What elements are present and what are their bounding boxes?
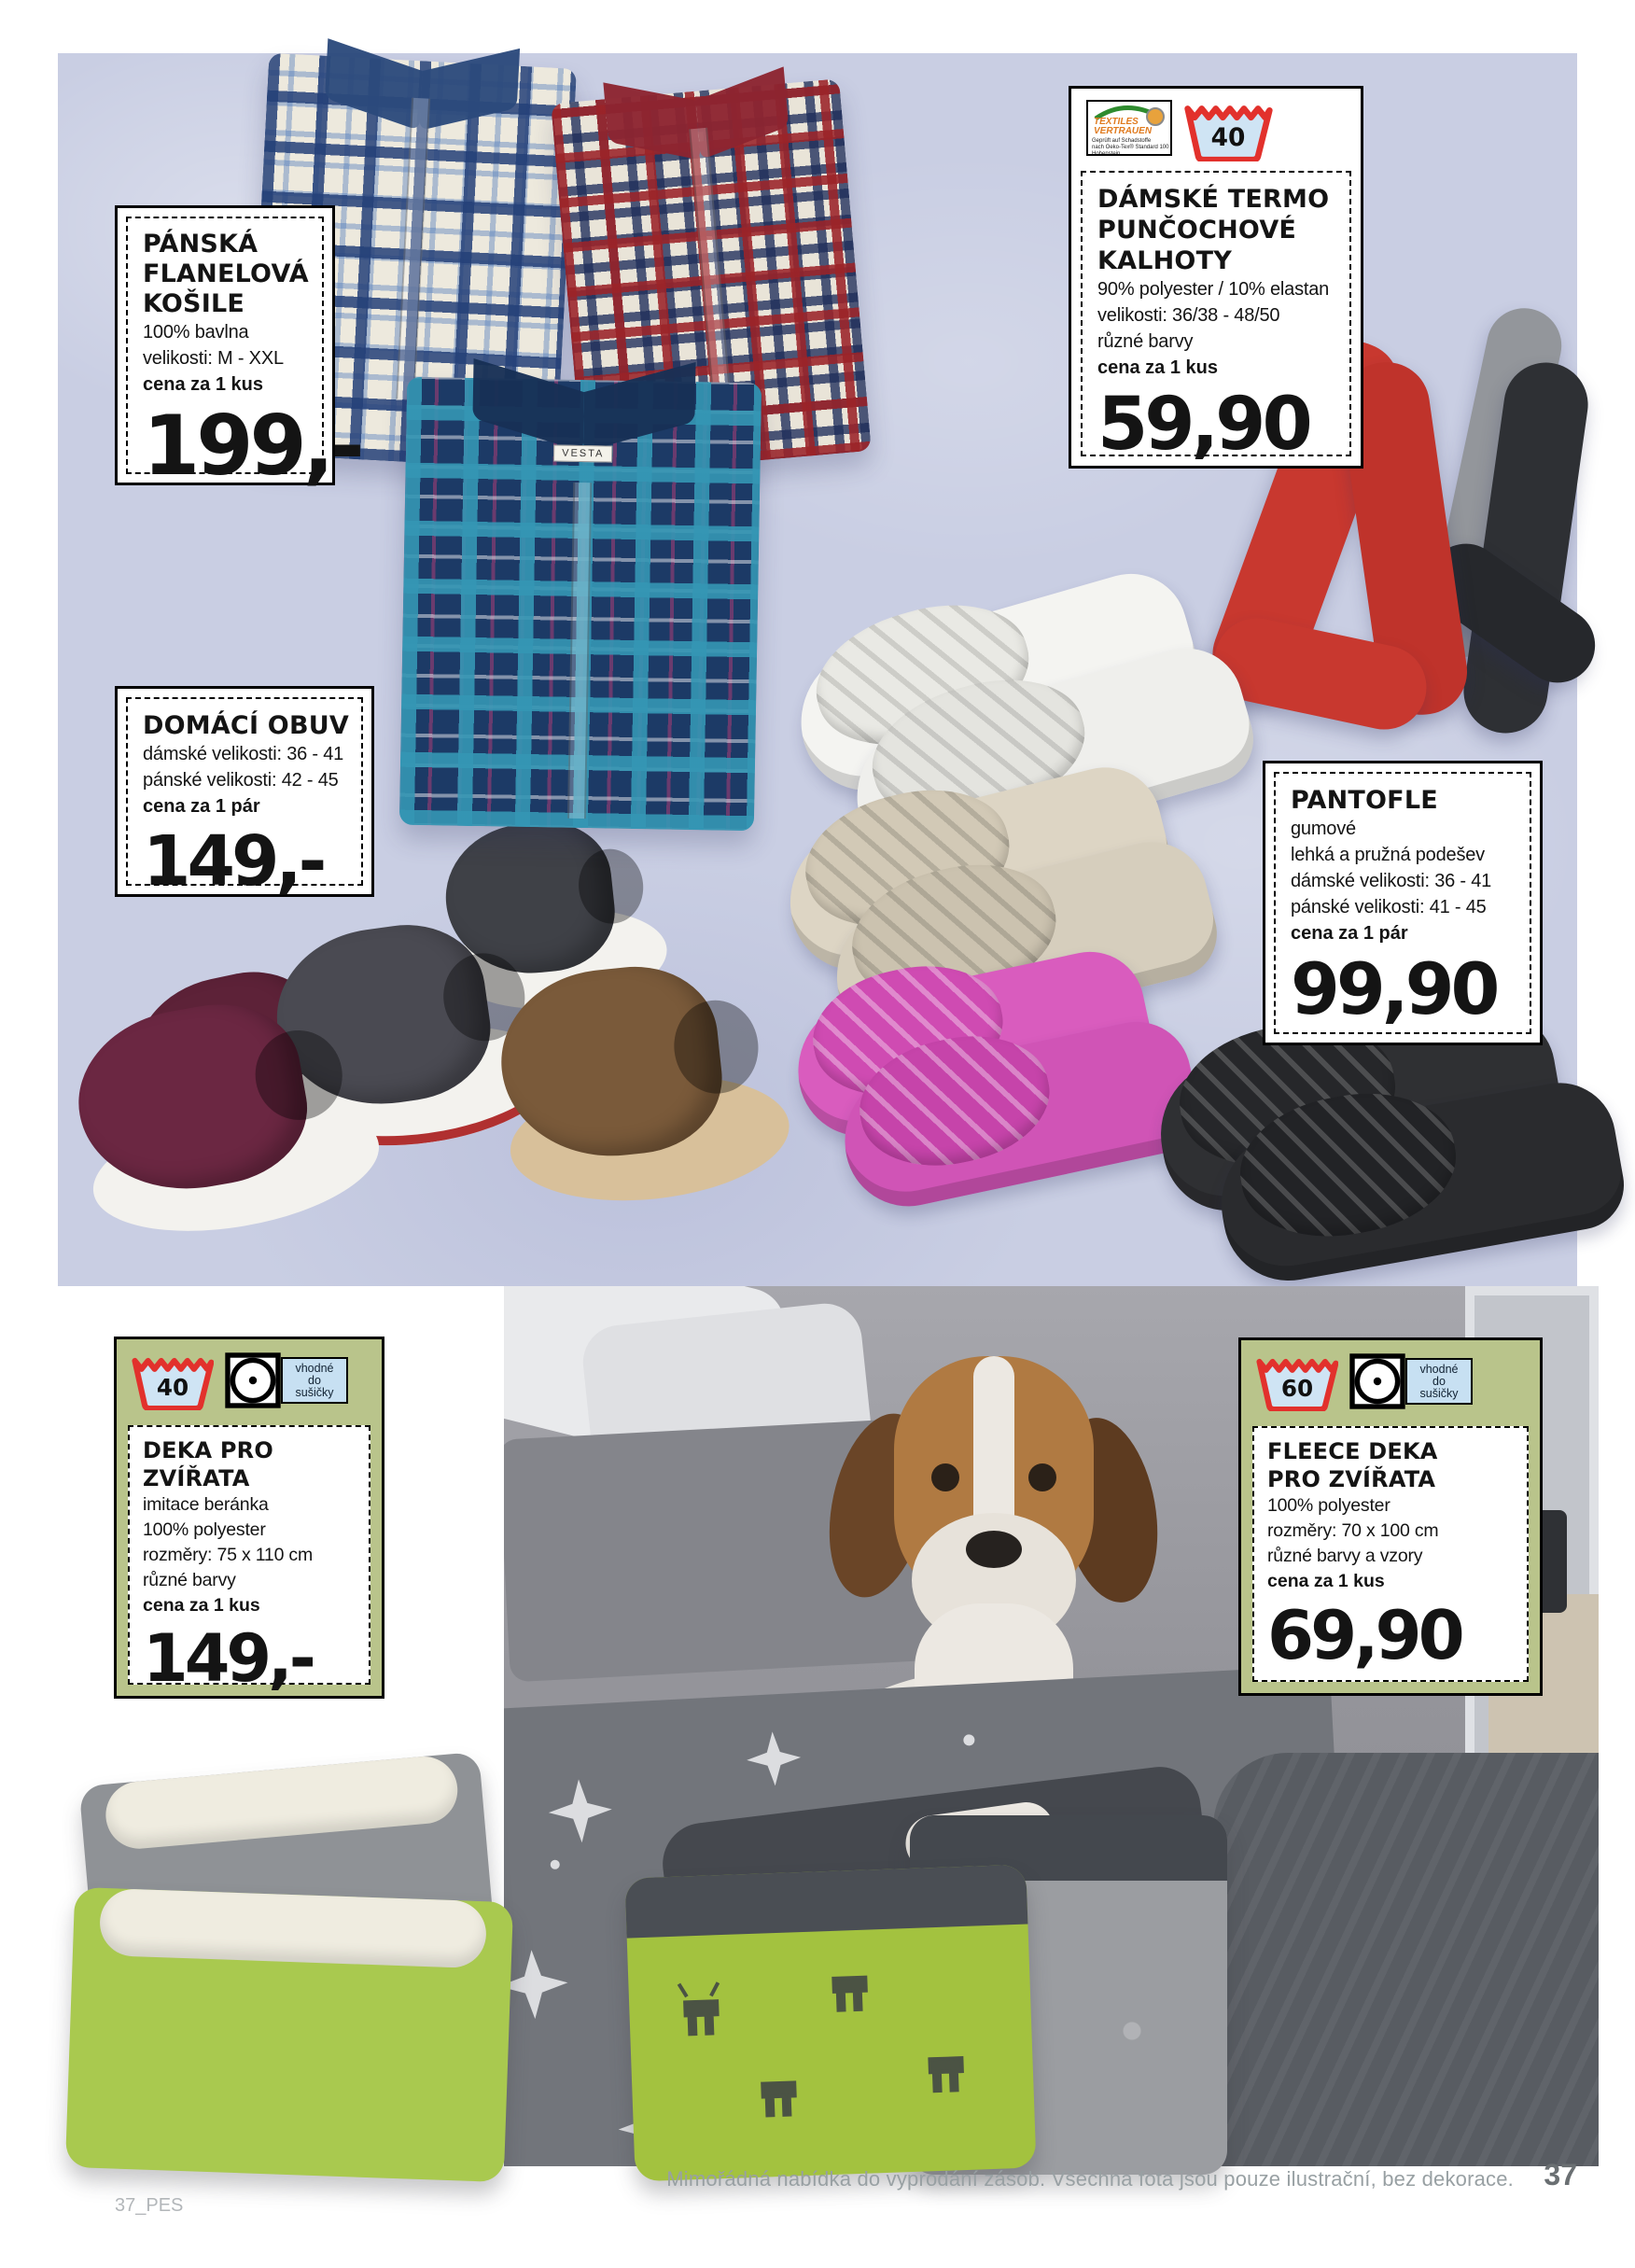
price-box-inner [1274,772,1531,1034]
product-detail: imitace beránka [143,1494,269,1515]
product-title-line: DOMÁCÍ OBUV [143,711,349,740]
shirt-collar [477,374,691,438]
price-unit-label: cena za 1 kus [1097,357,1218,378]
slipper-brown-photo [493,952,795,1213]
price-box-panska-flanelova-kosile [115,205,361,494]
page-code: 37_PES [115,2195,184,2216]
tumble-dry-icon [225,1352,348,1408]
price-box-fleece-deka-pro-zvirata [1238,1337,1543,1696]
dryer-label-line: vhodné [1419,1362,1459,1376]
product-detail: 100% polyester [1267,1495,1390,1516]
oeko-tex-text: TEXTILES [1094,117,1139,127]
product-detail: 90% polyester / 10% elastan [1097,279,1330,300]
price-box-pantofle [1263,761,1543,1045]
shirt-brand-label: VESTA [553,444,613,462]
product-title-line: PANTOFLE [1291,786,1438,815]
product-detail: velikosti: 36/38 - 48/50 [1097,305,1280,326]
price-box-inner [1252,1426,1529,1682]
oeko-tex-small-text: Hohenstein [1092,151,1121,156]
oeko-tex-label-icon [1086,100,1172,156]
quilted-blanket [1213,1753,1599,2166]
product-detail: 100% bavlna [143,322,249,343]
price-unit-label: cena za 1 kus [1267,1571,1385,1591]
svg-text:40: 40 [156,1373,189,1401]
product-title-line: PÁNSKÁ [143,230,259,259]
certification-icons-row [1086,100,1273,161]
price-box-damske-termo-puncochove-kalhoty [1069,86,1363,469]
dryer-label-line: vhodné [295,1361,334,1375]
svg-text:60: 60 [1280,1374,1314,1402]
product-title-line: KALHOTY [1097,246,1232,275]
sherpa-lining [103,1754,460,1852]
product-title [1267,1437,1521,1493]
slipper-burgundy-photo [65,980,389,1251]
product-detail: velikosti: M - XXL [143,348,284,369]
dryer-label-line: do [1432,1374,1446,1388]
shirt-placket [396,98,430,399]
blanket-trim [624,1865,1027,1939]
product-detail: dámské velikosti: 36 - 41 [143,744,344,764]
care-icons-row [132,1352,348,1410]
price-unit-label: cena za 1 kus [143,374,263,395]
reindeer-pattern [627,1935,1036,2173]
dryer-suitable-label [1405,1358,1473,1405]
product-title-line: FLEECE DEKA [1267,1438,1438,1464]
pet-blanket-green-photo [65,1887,513,2182]
product-detail: 100% polyester [143,1519,266,1540]
product-detail: lehká a pružná podešev [1291,845,1485,865]
product-title [1097,184,1344,276]
product-detail: různé barvy [1097,331,1194,352]
product-title [143,1436,363,1492]
product-price: 149,- [143,1620,313,1697]
footer-disclaimer: Mimořádná nabídka do vyprodání zásob. Všechna fota jsou pouze ilustrační, bez dekorace. [666,2167,1514,2191]
oeko-tex-small-text: nach Oeko-Tex® Standard 100 [1092,145,1169,150]
product-title [143,230,314,319]
product-title-line: DEKA PRO ZVÍŘATA [143,1437,273,1491]
wash-40-icon [132,1352,214,1410]
page-number: 37 [1544,2158,1577,2191]
price-box-inner [126,697,363,902]
product-title-line: PUNČOCHOVÉ [1097,216,1297,245]
svg-text:40: 40 [1210,123,1246,153]
dryer-label-line: do [308,1373,321,1387]
product-title-line: PRO ZVÍŘATA [1267,1466,1436,1492]
product-price: 59,90 [1097,383,1309,467]
product-price: 149,- [143,821,324,902]
product-detail: rozměry: 75 x 110 cm [143,1545,314,1565]
price-box-domaci-obuv [115,686,374,902]
flannel-shirt-teal-photo [399,377,762,832]
oeko-tex-small-text: Geprüft auf Schadstoffe [1092,138,1152,144]
product-detail: různé barvy [143,1570,236,1590]
price-box-deka-pro-zvirata [114,1337,384,1699]
product-detail: rozměry: 70 x 100 cm [1267,1520,1439,1541]
care-icons-row [1256,1353,1473,1411]
oeko-tex-text: VERTRAUEN [1094,126,1153,136]
fleece-blanket-green-photo [624,1865,1036,2182]
price-unit-label: cena za 1 pár [143,796,260,817]
product-title [143,710,354,741]
product-detail: gumové [1291,819,1356,839]
product-detail: různé barvy a vzory [1267,1546,1423,1566]
wash-40-icon [1183,100,1273,161]
product-title-line: KOŠILE [143,289,245,318]
dryer-suitable-label [281,1357,348,1404]
product-price: 199,- [143,398,361,494]
price-unit-label: cena za 1 pár [1291,923,1408,944]
product-detail: dámské velikosti: 36 - 41 [1291,871,1492,891]
price-unit-label: cena za 1 kus [143,1595,260,1616]
price-box-inner [128,1425,370,1697]
product-title [1291,785,1522,816]
product-detail: pánské velikosti: 41 - 45 [1291,897,1487,917]
price-box-inner [126,217,361,494]
product-price: 69,90 [1267,1596,1461,1674]
product-detail: pánské velikosti: 42 - 45 [143,770,339,791]
sherpa-lining [99,1888,487,1968]
price-box-inner [1081,171,1351,467]
wash-60-icon [1256,1353,1338,1411]
product-price: 99,90 [1291,947,1497,1030]
dryer-label-line: sušičky [295,1385,334,1399]
tumble-dry-icon [1349,1353,1473,1409]
dryer-label-line: sušičky [1419,1386,1459,1400]
product-title-line: DÁMSKÉ TERMO [1097,185,1330,214]
product-title-line: FLANELOVÁ [143,259,309,288]
shirt-placket [567,483,592,819]
